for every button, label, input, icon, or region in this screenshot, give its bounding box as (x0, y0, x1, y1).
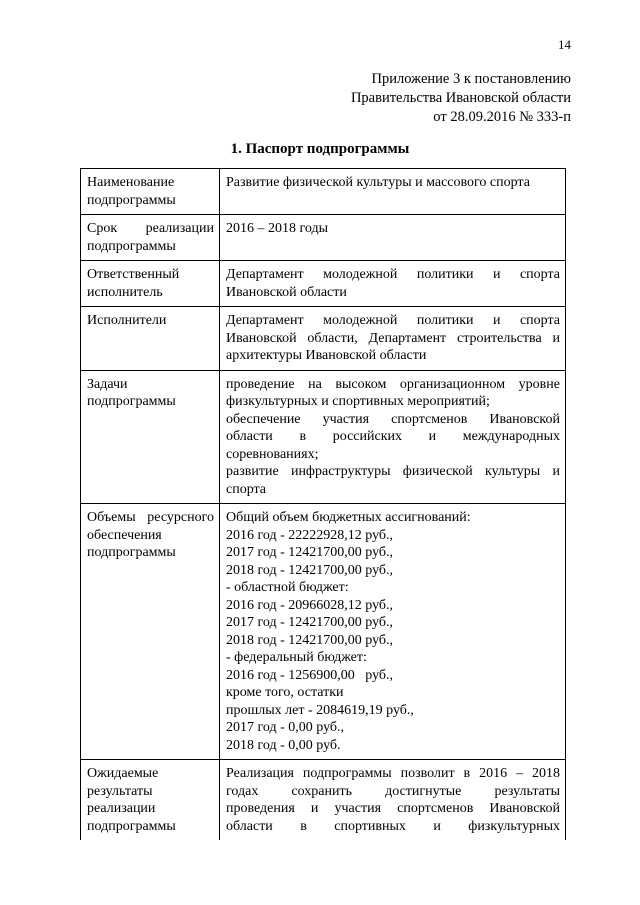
row-value (220, 370, 566, 504)
value-line: Реализация подпрограммы позволит в 2016 – 2018 (226, 766, 560, 781)
value-line: кроме того, остатки (226, 685, 344, 700)
row-value (220, 261, 566, 307)
value-line: 2016 – 2018 годы (226, 221, 329, 236)
document-title: 1. Паспорт подпрограммы (230, 141, 410, 157)
value-line: физкультурных и спортивных мероприятий; (226, 394, 490, 409)
value-line: 2017 год - 12421700,00 руб., (226, 545, 394, 560)
row-value (220, 215, 566, 261)
value-line: Департамент молодежной политики и спорта (226, 267, 560, 282)
label-line: Объемы ресурсного (87, 510, 214, 525)
row-label: Наименование подпрограммы (81, 169, 220, 215)
table-row (81, 215, 566, 261)
row-label: Исполнители (81, 307, 220, 371)
value-line: соревнованиях; (226, 446, 319, 462)
table-row (81, 370, 566, 504)
appendix-note (351, 70, 571, 127)
value-line: 2017 год - 12421700,00 руб., (226, 615, 394, 630)
page-number: 14 (558, 37, 571, 52)
value-line: прошлых лет - 2084619,19 руб., (226, 702, 414, 718)
value-line: - федеральный бюджет: (226, 650, 367, 665)
table-row (81, 504, 566, 760)
row-value (220, 169, 566, 215)
table-row (81, 169, 566, 215)
label-line: обеспечения (87, 527, 162, 543)
passport-table (80, 168, 566, 840)
appendix-line: Правительства Ивановской области (350, 90, 571, 106)
row-label: Ожидаемые результаты реализации подпрограммы (81, 760, 220, 841)
value-line: развитие инфраструктуры физической культуры и (226, 464, 560, 479)
value-line: Ивановской области (226, 284, 347, 300)
value-line: Развитие физической культуры и массового спорта (226, 175, 530, 190)
value-line: Департамент молодежной политики и спорта (226, 313, 560, 328)
value-line: спорта (226, 481, 267, 497)
table-row (81, 760, 566, 841)
row-label (81, 215, 220, 261)
value-line: - областной бюджет: (226, 580, 349, 595)
value-line: годах сохранить достигнутые результаты (226, 783, 560, 799)
value-line: области в российских и международных (226, 429, 560, 444)
value-line: 2018 год - 12421700,00 руб., (226, 562, 394, 578)
value-line: обеспечение участия спортсменов Ивановской (226, 411, 560, 427)
value-line: 2016 год - 20966028,12 руб., (226, 597, 394, 613)
row-value (220, 504, 566, 760)
label-line: подпрограммы (87, 545, 176, 560)
row-value (220, 760, 566, 841)
value-line: 2017 год - 0,00 руб., (226, 720, 345, 735)
row-value (220, 307, 566, 371)
value-line: области в спортивных и физкультурных (226, 818, 560, 834)
label-line: Срок реализации (87, 221, 214, 236)
value-line: 2016 год - 22222928,12 руб., (226, 527, 394, 543)
value-line: проведения и участия спортсменов Ивановской (226, 801, 560, 816)
row-label: Ответственный исполнитель (81, 261, 220, 307)
table-row (81, 307, 566, 371)
appendix-line: от 28.09.2016 № 333-п (433, 109, 571, 125)
value-line: архитектуры Ивановской области (226, 348, 427, 363)
value-line: 2018 год - 12421700,00 руб., (226, 632, 394, 648)
value-line: 2016 год - 1256900,00 руб., (226, 667, 394, 683)
table-row (81, 261, 566, 307)
value-line: проведение на высоком организационном уровне (226, 376, 560, 392)
row-label: Задачи подпрограммы (81, 370, 220, 504)
row-label (81, 504, 220, 760)
appendix-line: Приложение 3 к постановлению (371, 71, 571, 87)
value-line: Ивановской области, Департамент строительства и (226, 330, 560, 346)
label-line: подпрограммы (87, 238, 176, 254)
value-line: 2018 год - 0,00 руб. (226, 737, 341, 753)
value-line: Общий объем бюджетных ассигнований: (226, 510, 471, 525)
